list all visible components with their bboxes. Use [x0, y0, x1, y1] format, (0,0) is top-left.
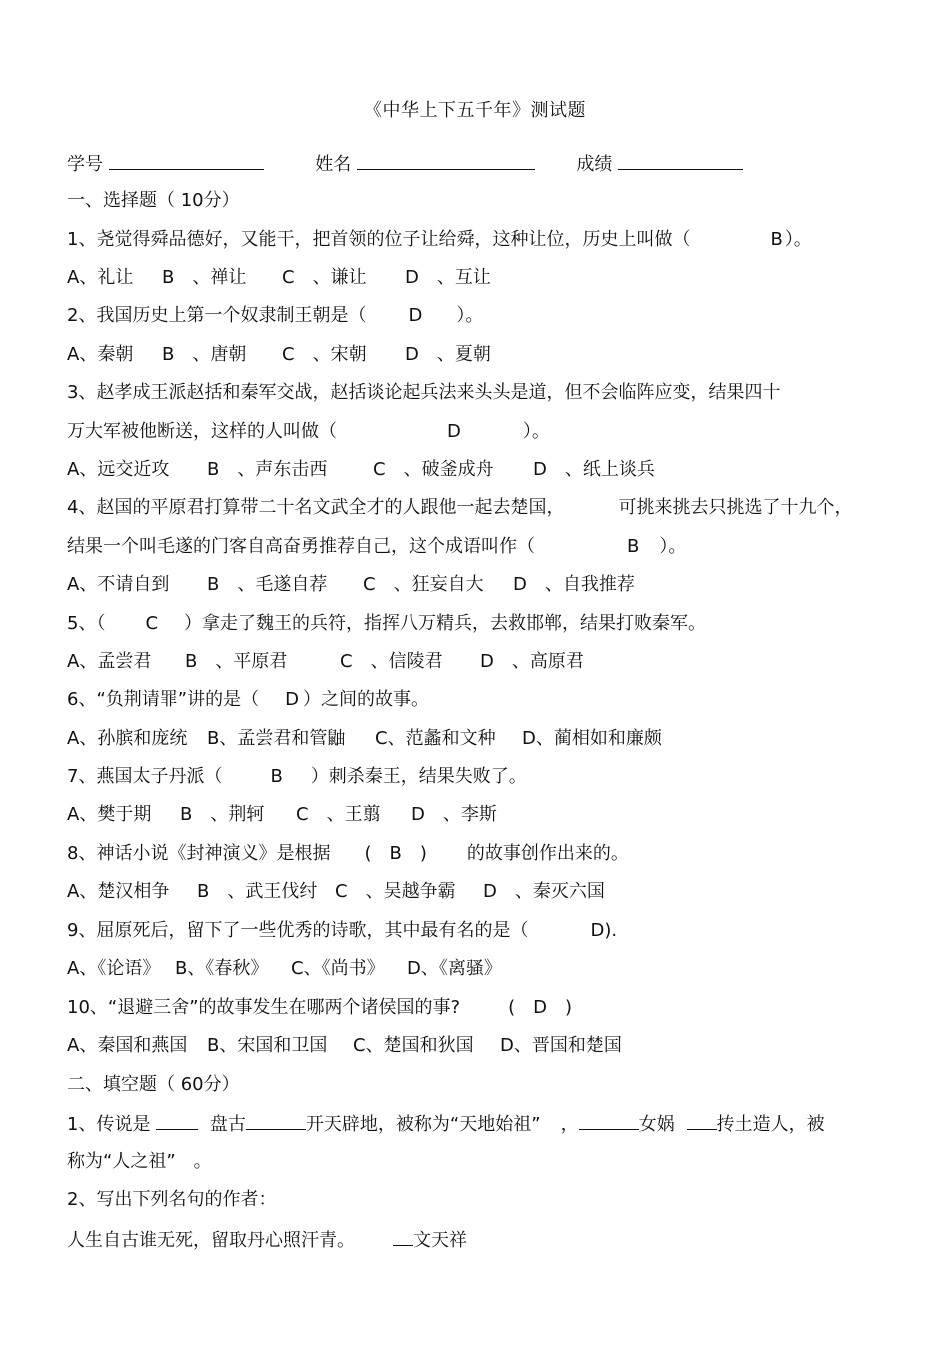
option-d: D 、互让 — [405, 267, 491, 288]
option-d: D 、李斯 — [411, 804, 497, 825]
option-c: C 、破釜成舟 — [373, 459, 494, 480]
question-stem-end: ）。 — [456, 305, 484, 326]
answer: 女娲 — [638, 1114, 675, 1135]
option-c: C、范蠡和文种 — [375, 728, 496, 749]
answer-blank — [156, 1111, 198, 1130]
question-stem: 7、燕国太子丹派（ — [67, 766, 223, 787]
question-stem-end: ）。 — [659, 536, 687, 557]
question-stem-end: ）。 — [784, 229, 812, 250]
answer: ( D ) — [508, 997, 573, 1018]
option-b: B 、声东击西 — [207, 459, 328, 480]
question-7 — [67, 765, 527, 789]
option-d: D 、高原君 — [480, 651, 584, 672]
fill-question-2-item — [67, 1227, 467, 1253]
question-5 — [67, 612, 706, 636]
fill-question-2-heading: 2、写出下列名句的作者： — [67, 1189, 277, 1210]
option-b: B 、武王伐纣 — [197, 881, 318, 902]
option-a: A、孙膑和庞统 — [67, 728, 188, 749]
answer: D — [447, 421, 461, 442]
option-b: B 、毛遂自荐 — [207, 574, 328, 595]
option-d: D、《离骚》 — [407, 958, 502, 979]
options-2 — [67, 343, 491, 367]
question-stem: 10、“退避三舍”的故事发生在哪两个诸侯国的事? — [67, 997, 461, 1018]
options-1 — [67, 266, 491, 290]
question-stem-cont: ， — [560, 1114, 579, 1135]
answer: B — [627, 536, 640, 557]
question-3-line1: 3、赵孝成王派赵括和秦军交战，赵括谈论起兵法来头头是道，但不会临阵应变，结果四十 — [67, 382, 781, 403]
answer: D — [285, 689, 299, 710]
options-8 — [67, 880, 605, 904]
question-stem: 1、传说是 — [67, 1114, 151, 1135]
option-b: B、宋国和卫国 — [207, 1035, 328, 1056]
fill-question-1-line2: 称为“人之祖” 。 — [67, 1151, 212, 1172]
answer-blank — [687, 1111, 717, 1130]
question-stem: 结果一个叫毛遂的门客自高奋勇推荐自己，这个成语叫作（ — [67, 536, 535, 557]
question-stem: 4、赵国的平原君打算带二十名文武全才的人跟他一起去楚国， — [67, 497, 565, 518]
option-a: A、楚汉相争 — [67, 881, 170, 902]
question-stem-end: ）。 — [522, 421, 550, 442]
option-a: A、礼让 — [67, 267, 134, 288]
question-stem-cont: 开天辟地，被称为“天地始祖” — [305, 1114, 541, 1135]
option-d: D、蔺相如和廉颇 — [522, 728, 662, 749]
option-b: B 、禅让 — [162, 267, 247, 288]
option-c: C 、信陵君 — [340, 651, 443, 672]
option-d: D 、自我推荐 — [513, 574, 635, 595]
answer: C — [145, 613, 159, 634]
question-stem-end: ）刺杀秦王，结果失败了。 — [310, 766, 527, 787]
question-10 — [67, 996, 572, 1020]
question-stem: 2、我国历史上第一个奴隶制王朝是（ — [67, 305, 367, 326]
option-c: C、《尚书》 — [291, 958, 385, 979]
option-c: C 、谦让 — [282, 267, 367, 288]
option-d: D 、夏朝 — [405, 344, 491, 365]
question-1 — [67, 228, 812, 252]
answer: ( B ) — [364, 843, 427, 864]
answer: B — [270, 766, 283, 787]
question-4 — [67, 535, 686, 559]
answer-blank — [246, 1111, 306, 1130]
question-stem: 1、尧觉得舜品德好，又能干，把首领的位子让给舜，这种让位，历史上叫做（ — [67, 229, 691, 250]
question-stem: 5、（ — [67, 613, 106, 634]
answer-blank — [393, 1227, 413, 1246]
option-a: A、远交近攻 — [67, 459, 170, 480]
option-a: A、樊于期 — [67, 804, 152, 825]
question-6 — [67, 688, 429, 712]
option-d: D、晋国和楚国 — [500, 1035, 622, 1056]
question-stem-end: 的故事创作出来的。 — [466, 843, 629, 864]
option-c: C、楚国和狄国 — [353, 1035, 474, 1056]
options-7 — [67, 803, 497, 827]
option-d: D 、纸上谈兵 — [533, 459, 655, 480]
name-label: 姓名 — [315, 154, 352, 175]
option-a: A、孟尝君 — [67, 651, 152, 672]
answer: 文天祥 — [413, 1230, 467, 1251]
options-4 — [67, 573, 635, 597]
option-b: B、《春秋》 — [175, 958, 269, 979]
answer: D). — [590, 920, 618, 941]
option-c: C 、吴越争霸 — [335, 881, 456, 902]
fill-question-1 — [67, 1111, 825, 1137]
option-a: A、秦国和燕国 — [67, 1035, 188, 1056]
page-title: 《中华上下五千年》测试题 — [364, 100, 586, 121]
question-4-line1 — [67, 496, 852, 520]
question-stem: 8、神话小说《封神演义》是根据 — [67, 843, 331, 864]
question-stem-cont: 可挑来挑去只挑选了十九个， — [618, 497, 853, 518]
question-3 — [67, 420, 550, 444]
question-2 — [67, 304, 483, 328]
answer: B — [770, 229, 783, 250]
options-5 — [67, 650, 584, 674]
answer: D — [408, 305, 423, 326]
question-9 — [67, 919, 617, 943]
question-stem-end: ）之间的故事。 — [302, 689, 429, 710]
question-stem: 9、屈原死后，留下了一些优秀的诗歌，其中最有名的是（ — [67, 920, 529, 941]
question-stem-cont: 抟土造人，被 — [716, 1114, 825, 1135]
quote-text: 人生自古谁无死，留取丹心照汗青。 — [67, 1230, 355, 1251]
question-stem: 6、“负荆请罪”讲的是（ — [67, 689, 260, 710]
answer-blank — [579, 1111, 639, 1130]
option-c: C 、王翦 — [296, 804, 381, 825]
option-b: B 、荆轲 — [180, 804, 265, 825]
option-c: C 、狂妄自大 — [363, 574, 484, 595]
option-b: B 、唐朝 — [162, 344, 247, 365]
answer: 盘古 — [209, 1114, 246, 1135]
question-stem-end: ）拿走了魏王的兵符，指挥八万精兵，去救邯郸，结果打败秦军。 — [184, 613, 707, 634]
option-b: B 、平原君 — [185, 651, 288, 672]
question-8 — [67, 842, 629, 866]
section2-heading: 二、填空题（ 60分） — [67, 1074, 240, 1095]
options-10 — [67, 1034, 622, 1058]
option-c: C 、宋朝 — [282, 344, 367, 365]
section1-heading: 一、选择题（ 10分） — [67, 190, 240, 211]
score-label: 成绩 — [576, 154, 613, 175]
option-a: A、不请自到 — [67, 574, 170, 595]
option-a: A、《论语》 — [67, 958, 161, 979]
score-field[interactable] — [618, 151, 743, 170]
options-3 — [67, 458, 655, 482]
options-9 — [67, 957, 502, 981]
question-stem: 万大军被他断送，这样的人叫做（ — [67, 421, 337, 442]
student-id-label: 学号 — [67, 154, 103, 175]
student-id-field[interactable] — [109, 151, 264, 170]
option-b: B、孟尝君和管鼬 — [207, 728, 346, 749]
option-d: D 、秦灭六国 — [483, 881, 605, 902]
name-field[interactable] — [357, 151, 535, 170]
student-info-row — [67, 151, 743, 177]
option-a: A、秦朝 — [67, 344, 134, 365]
options-6 — [67, 727, 662, 751]
